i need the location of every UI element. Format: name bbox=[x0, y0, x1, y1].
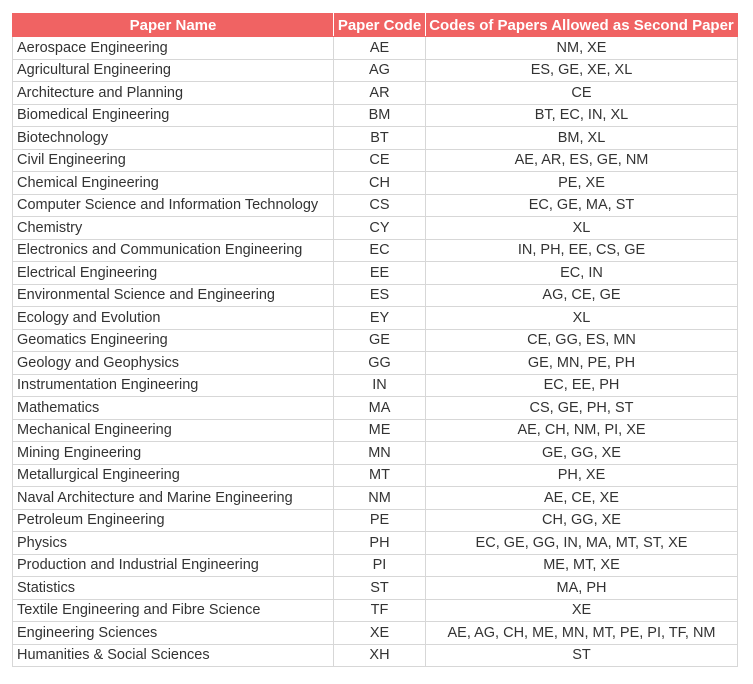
paper-name-cell: Chemistry bbox=[13, 217, 334, 240]
allowed-codes-cell: CH, GG, XE bbox=[426, 509, 738, 532]
table-row bbox=[13, 509, 738, 532]
paper-name-cell: Engineering Sciences bbox=[13, 622, 334, 645]
paper-code-cell: XH bbox=[334, 644, 426, 667]
paper-name-cell: Mining Engineering bbox=[13, 442, 334, 465]
paper-code-cell: CH bbox=[334, 172, 426, 195]
table-row bbox=[13, 532, 738, 555]
table-row bbox=[13, 554, 738, 577]
papers-table bbox=[12, 13, 738, 667]
allowed-codes-cell: NM, XE bbox=[426, 37, 738, 60]
allowed-codes-cell: EC, GE, GG, IN, MA, MT, ST, XE bbox=[426, 532, 738, 555]
paper-name-cell: Electrical Engineering bbox=[13, 262, 334, 285]
allowed-codes-cell: CS, GE, PH, ST bbox=[426, 397, 738, 420]
table-row bbox=[13, 487, 738, 510]
paper-name-cell: Humanities & Social Sciences bbox=[13, 644, 334, 667]
allowed-codes-cell: AE, AG, CH, ME, MN, MT, PE, PI, TF, NM bbox=[426, 622, 738, 645]
table-row bbox=[13, 37, 738, 60]
allowed-codes-cell: XL bbox=[426, 307, 738, 330]
allowed-codes-cell: GE, GG, XE bbox=[426, 442, 738, 465]
paper-code-cell: BT bbox=[334, 127, 426, 150]
paper-code-cell: AE bbox=[334, 37, 426, 60]
paper-code-cell: CY bbox=[334, 217, 426, 240]
table-row bbox=[13, 284, 738, 307]
paper-name-cell: Statistics bbox=[13, 577, 334, 600]
paper-code-cell: PI bbox=[334, 554, 426, 577]
allowed-codes-cell: ST bbox=[426, 644, 738, 667]
table-row bbox=[13, 352, 738, 375]
paper-code-cell: XE bbox=[334, 622, 426, 645]
allowed-codes-cell: AE, CH, NM, PI, XE bbox=[426, 419, 738, 442]
paper-code-cell: PH bbox=[334, 532, 426, 555]
table-row bbox=[13, 622, 738, 645]
header-allowed-second-paper: Codes of Papers Allowed as Second Paper bbox=[426, 14, 738, 37]
table-row bbox=[13, 104, 738, 127]
allowed-codes-cell: EC, GE, MA, ST bbox=[426, 194, 738, 217]
allowed-codes-cell: CE bbox=[426, 82, 738, 105]
paper-name-cell: Biotechnology bbox=[13, 127, 334, 150]
allowed-codes-cell: IN, PH, EE, CS, GE bbox=[426, 239, 738, 262]
table-row bbox=[13, 397, 738, 420]
paper-code-cell: MN bbox=[334, 442, 426, 465]
table-row bbox=[13, 194, 738, 217]
allowed-codes-cell: XL bbox=[426, 217, 738, 240]
table-row bbox=[13, 149, 738, 172]
paper-code-cell: MT bbox=[334, 464, 426, 487]
table-row bbox=[13, 172, 738, 195]
papers-table-container bbox=[12, 13, 737, 667]
table-row bbox=[13, 239, 738, 262]
paper-name-cell: Production and Industrial Engineering bbox=[13, 554, 334, 577]
table-row bbox=[13, 127, 738, 150]
header-row bbox=[13, 14, 738, 37]
paper-name-cell: Instrumentation Engineering bbox=[13, 374, 334, 397]
paper-code-cell: NM bbox=[334, 487, 426, 510]
allowed-codes-cell: BT, EC, IN, XL bbox=[426, 104, 738, 127]
allowed-codes-cell: ES, GE, XE, XL bbox=[426, 59, 738, 82]
paper-name-cell: Biomedical Engineering bbox=[13, 104, 334, 127]
header-paper-name: Paper Name bbox=[13, 14, 334, 37]
paper-code-cell: IN bbox=[334, 374, 426, 397]
paper-name-cell: Aerospace Engineering bbox=[13, 37, 334, 60]
paper-name-cell: Naval Architecture and Marine Engineering bbox=[13, 487, 334, 510]
paper-code-cell: TF bbox=[334, 599, 426, 622]
allowed-codes-cell: EC, IN bbox=[426, 262, 738, 285]
paper-name-cell: Architecture and Planning bbox=[13, 82, 334, 105]
table-row bbox=[13, 577, 738, 600]
paper-name-cell: Geology and Geophysics bbox=[13, 352, 334, 375]
paper-name-cell: Chemical Engineering bbox=[13, 172, 334, 195]
paper-code-cell: MA bbox=[334, 397, 426, 420]
table-row bbox=[13, 262, 738, 285]
paper-code-cell: EE bbox=[334, 262, 426, 285]
paper-code-cell: AR bbox=[334, 82, 426, 105]
table-row bbox=[13, 82, 738, 105]
table-row bbox=[13, 59, 738, 82]
header-paper-code: Paper Code bbox=[334, 14, 426, 37]
allowed-codes-cell: AG, CE, GE bbox=[426, 284, 738, 307]
paper-code-cell: AG bbox=[334, 59, 426, 82]
paper-name-cell: Metallurgical Engineering bbox=[13, 464, 334, 487]
table-row bbox=[13, 217, 738, 240]
paper-code-cell: EY bbox=[334, 307, 426, 330]
allowed-codes-cell: BM, XL bbox=[426, 127, 738, 150]
table-row bbox=[13, 329, 738, 352]
paper-code-cell: GE bbox=[334, 329, 426, 352]
paper-code-cell: ME bbox=[334, 419, 426, 442]
paper-name-cell: Computer Science and Information Technology bbox=[13, 194, 334, 217]
allowed-codes-cell: MA, PH bbox=[426, 577, 738, 600]
paper-name-cell: Mechanical Engineering bbox=[13, 419, 334, 442]
paper-name-cell: Environmental Science and Engineering bbox=[13, 284, 334, 307]
paper-code-cell: BM bbox=[334, 104, 426, 127]
paper-name-cell: Textile Engineering and Fibre Science bbox=[13, 599, 334, 622]
table-body bbox=[13, 37, 738, 667]
table-row bbox=[13, 644, 738, 667]
allowed-codes-cell: PE, XE bbox=[426, 172, 738, 195]
paper-name-cell: Mathematics bbox=[13, 397, 334, 420]
paper-name-cell: Ecology and Evolution bbox=[13, 307, 334, 330]
table-row bbox=[13, 419, 738, 442]
allowed-codes-cell: PH, XE bbox=[426, 464, 738, 487]
paper-code-cell: CE bbox=[334, 149, 426, 172]
paper-name-cell: Civil Engineering bbox=[13, 149, 334, 172]
table-row bbox=[13, 307, 738, 330]
allowed-codes-cell: CE, GG, ES, MN bbox=[426, 329, 738, 352]
allowed-codes-cell: XE bbox=[426, 599, 738, 622]
table-row bbox=[13, 374, 738, 397]
paper-name-cell: Agricultural Engineering bbox=[13, 59, 334, 82]
paper-code-cell: CS bbox=[334, 194, 426, 217]
allowed-codes-cell: EC, EE, PH bbox=[426, 374, 738, 397]
table-row bbox=[13, 464, 738, 487]
paper-code-cell: GG bbox=[334, 352, 426, 375]
table-row bbox=[13, 599, 738, 622]
paper-code-cell: ES bbox=[334, 284, 426, 307]
paper-name-cell: Geomatics Engineering bbox=[13, 329, 334, 352]
paper-name-cell: Petroleum Engineering bbox=[13, 509, 334, 532]
paper-name-cell: Electronics and Communication Engineering bbox=[13, 239, 334, 262]
paper-name-cell: Physics bbox=[13, 532, 334, 555]
allowed-codes-cell: GE, MN, PE, PH bbox=[426, 352, 738, 375]
paper-code-cell: PE bbox=[334, 509, 426, 532]
allowed-codes-cell: AE, AR, ES, GE, NM bbox=[426, 149, 738, 172]
table-row bbox=[13, 442, 738, 465]
allowed-codes-cell: ME, MT, XE bbox=[426, 554, 738, 577]
paper-code-cell: ST bbox=[334, 577, 426, 600]
paper-code-cell: EC bbox=[334, 239, 426, 262]
allowed-codes-cell: AE, CE, XE bbox=[426, 487, 738, 510]
